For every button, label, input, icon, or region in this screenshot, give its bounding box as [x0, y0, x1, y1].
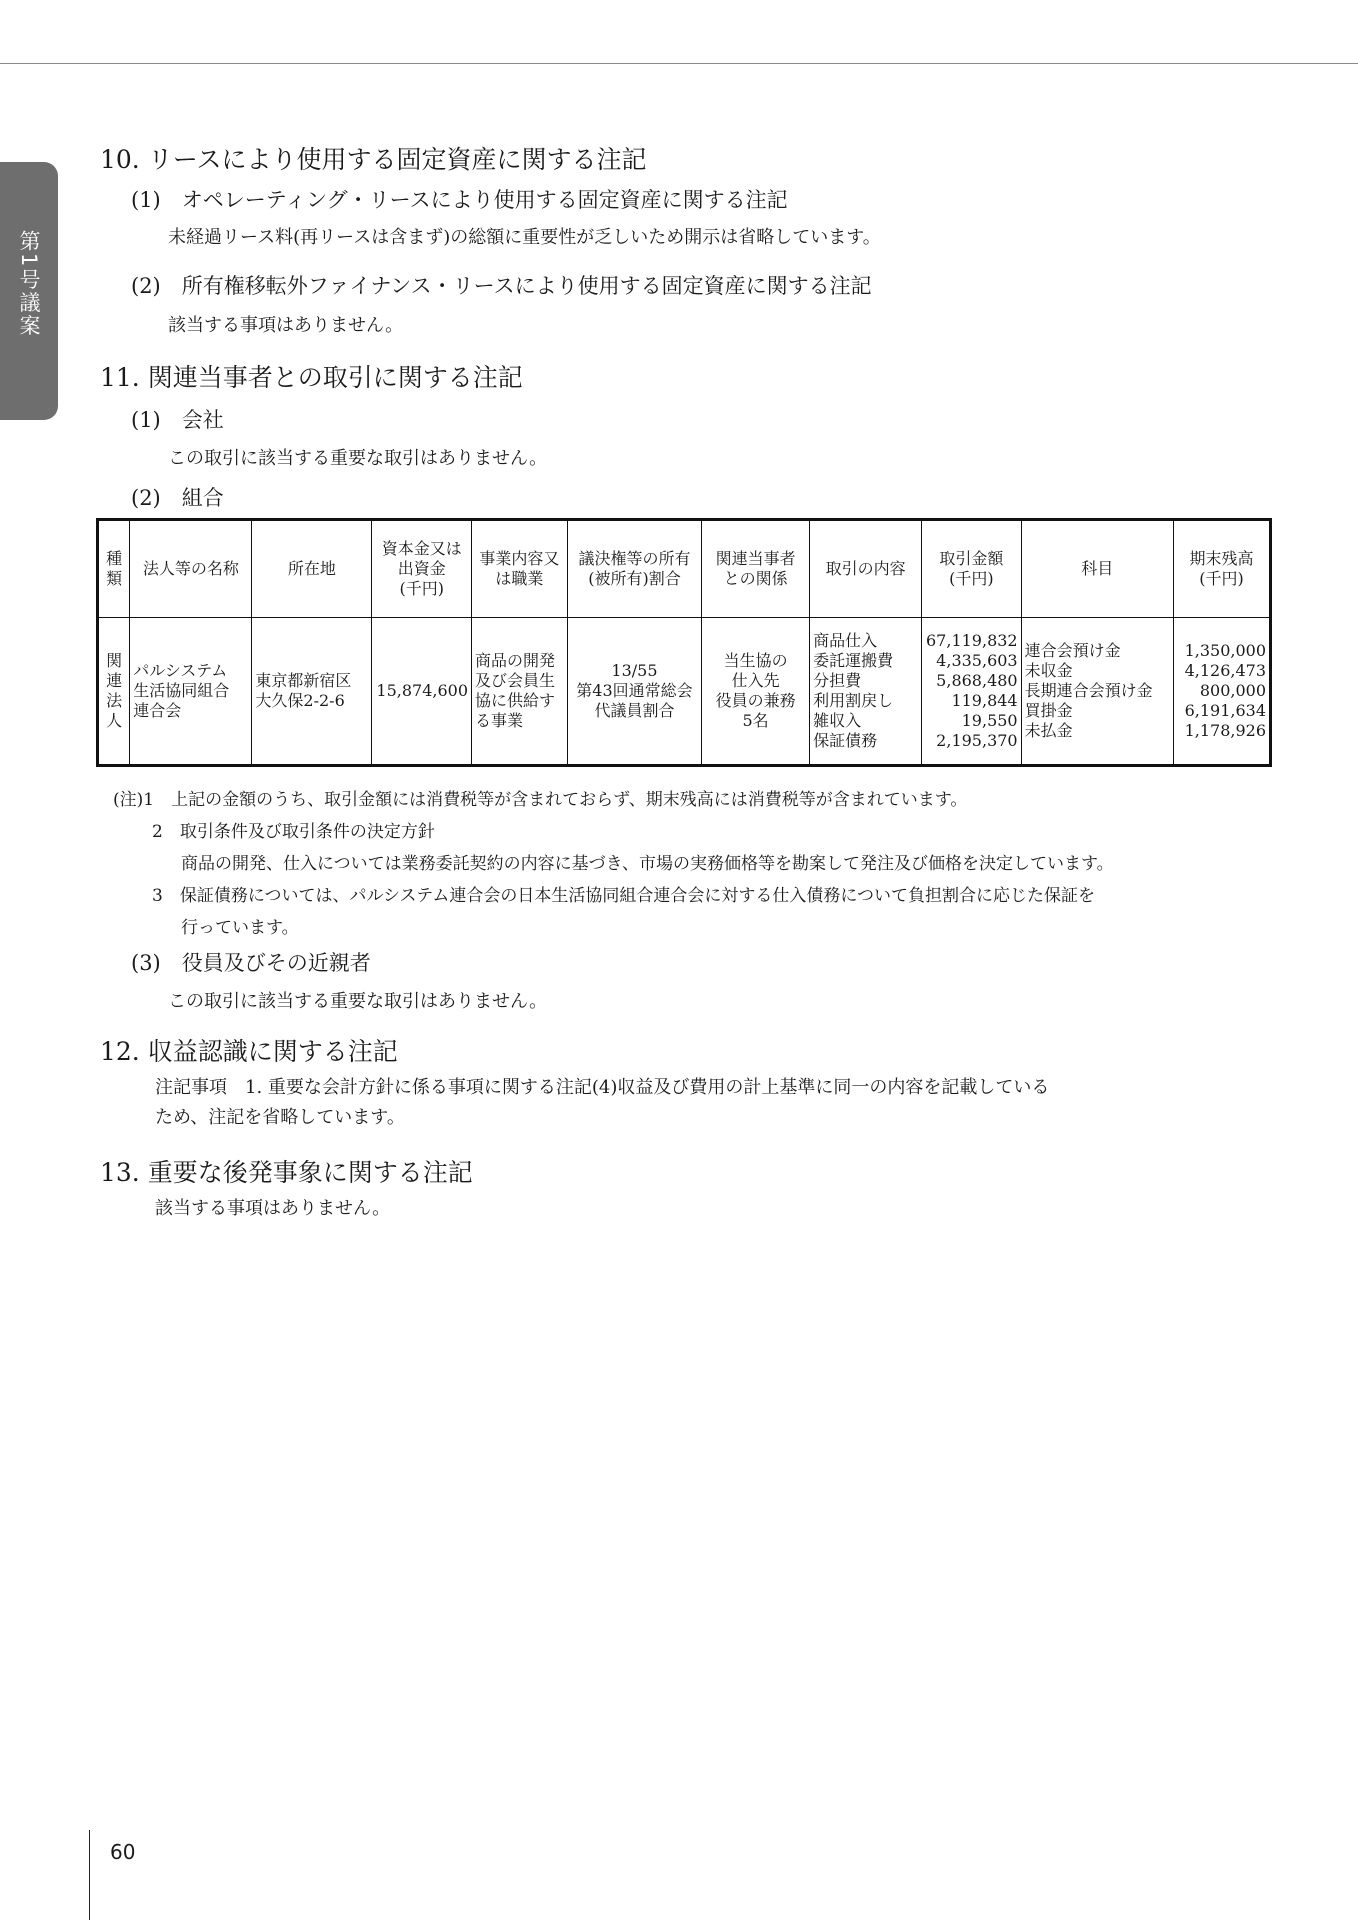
header-account: 科目 — [1021, 520, 1173, 618]
section-13-title: 13. 重要な後発事象に関する注記 — [100, 1158, 473, 1187]
cell-amount: 67,119,832 4,335,603 5,868,480 119,844 19,550 2,195,370 — [922, 618, 1022, 766]
cell-capital: 15,874,600 — [372, 618, 472, 766]
note-1: (注)1 上記の金額のうち、取引金額には消費税等が含まれておらず、期末残高には消費税等が含まれています。 — [113, 790, 968, 810]
cell-relation: 当生協の 仕入先 役員の兼務 5名 — [702, 618, 810, 766]
note-3-line1: 3 保証債務については、パルシステム連合会の日本生活協同組合連合会に対する仕入債務について負担割合に応じた保証を — [152, 886, 1096, 906]
section-11-sub1-text: この取引に該当する重要な取引はありません。 — [168, 448, 548, 469]
cell-account: 連合会預け金 未収金 長期連合会預け金 買掛金 未払金 — [1021, 618, 1173, 766]
header-balance: 期末残高 (千円) — [1174, 520, 1271, 618]
section-10-title: 10. リースにより使用する固定資産に関する注記 — [100, 145, 647, 174]
section-10-sub1-text: 未経過リース料(再リースは含まず)の総額に重要性が乏しいため開示は省略しています。 — [168, 227, 881, 248]
header-content: 取引の内容 — [810, 520, 922, 618]
section-11-title: 11. 関連当事者との取引に関する注記 — [100, 363, 523, 392]
section-12-line2: ため、注記を省略しています。 — [155, 1107, 405, 1128]
table-header-row — [98, 520, 1271, 618]
cell-voting: 13/55 第43回通常総会 代議員割合 — [567, 618, 701, 766]
section-11-sub3-title: (3) 役員及びその近親者 — [131, 951, 371, 975]
top-rule — [0, 63, 1358, 64]
side-tab — [0, 162, 58, 420]
cell-content: 商品仕入 委託運搬費 分担費 利用割戻し 雑収入 保証債務 — [810, 618, 922, 766]
section-10-sub2-text: 該当する事項はありません。 — [168, 315, 404, 336]
section-11-sub2-title: (2) 組合 — [131, 486, 224, 510]
related-party-table — [96, 518, 1272, 767]
section-10-sub2-title: (2) 所有権移転外ファイナンス・リースにより使用する固定資産に関する注記 — [131, 274, 872, 298]
cell-name: パルシステム 生活協同組合 連合会 — [130, 618, 252, 766]
table-row — [98, 618, 1271, 766]
header-relation: 関連当事者 との関係 — [702, 520, 810, 618]
cell-business: 商品の開発 及び会員生 協に供給す る事業 — [472, 618, 568, 766]
section-12-title: 12. 収益認識に関する注記 — [100, 1037, 398, 1066]
header-type: 種 類 — [98, 520, 130, 618]
section-11-sub1-title: (1) 会社 — [131, 408, 224, 432]
footer-rule — [89, 1830, 90, 1920]
header-business: 事業内容又 は職業 — [472, 520, 568, 618]
section-13-text: 該当する事項はありません。 — [155, 1198, 391, 1219]
header-capital: 資本金又は 出資金 (千円) — [372, 520, 472, 618]
note-3-line2: 行っています。 — [181, 918, 299, 938]
page-number: 60 — [110, 1840, 136, 1864]
note-2-text: 商品の開発、仕入については業務委託契約の内容に基づき、市場の実務価格等を勘案して発注及び価格を決定しています。 — [181, 854, 1114, 874]
section-12-line1: 注記事項 1. 重要な会計方針に係る事項に関する注記(4)収益及び費用の計上基準に同一の内容を記載している — [155, 1077, 1050, 1098]
cell-balance: 1,350,000 4,126,473 800,000 6,191,634 1,178,926 — [1174, 618, 1271, 766]
cell-type: 関 連 法 人 — [98, 618, 130, 766]
section-11-sub3-text: この取引に該当する重要な取引はありません。 — [168, 991, 548, 1012]
note-2-title: 2 取引条件及び取引条件の決定方針 — [152, 822, 435, 842]
header-location: 所在地 — [252, 520, 372, 618]
cell-location: 東京都新宿区 大久保2-2-6 — [252, 618, 372, 766]
header-voting: 議決権等の所有 (被所有)割合 — [567, 520, 701, 618]
header-name: 法人等の名称 — [130, 520, 252, 618]
section-10-sub1-title: (1) オペレーティング・リースにより使用する固定資産に関する注記 — [131, 188, 788, 212]
side-tab-label: 第1号議案 — [17, 230, 41, 338]
header-amount: 取引金額 (千円) — [922, 520, 1022, 618]
